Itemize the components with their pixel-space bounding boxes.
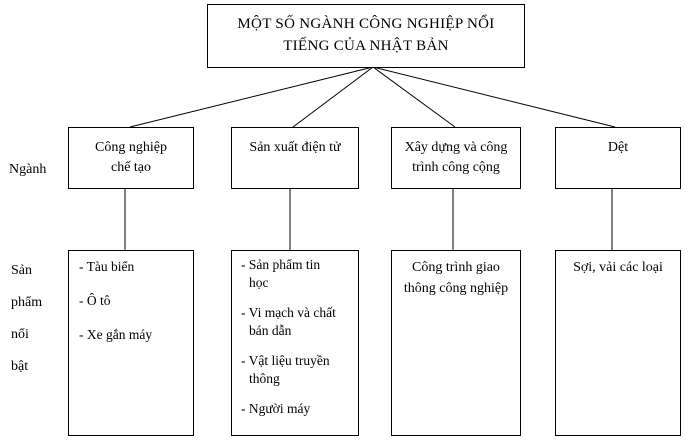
category-label: trình công cộng (412, 160, 500, 175)
connector-title-cat4 (373, 67, 615, 127)
product-item: - Ô tô (79, 293, 111, 308)
product-item: - Tàu biển (79, 259, 135, 274)
product-item: Sợi, vải các loại (573, 260, 663, 275)
product-box-che-tao (68, 250, 194, 436)
category-label: chế tạo (110, 160, 152, 175)
connector-title-cat2 (293, 67, 373, 127)
category-label: Công nghiệp (95, 140, 167, 155)
product-box-det (555, 250, 681, 436)
product-item: - Người máy (241, 401, 311, 416)
connector-title-cat3 (373, 67, 455, 127)
product-item: Công trình giao thông công nghiệp (403, 260, 509, 296)
category-label: Sản xuất điện tử (249, 140, 341, 155)
row-label-bat: bật (11, 359, 29, 374)
category-box-det (555, 127, 681, 189)
row-label-san: Sản (11, 263, 32, 278)
category-label: Dệt (607, 140, 629, 155)
title-line-1: MỘT SỐ NGÀNH CÔNG NGHIỆP NỔI (237, 16, 495, 32)
product-box-xay-dung (391, 250, 521, 436)
row-label-pham: phẩm (11, 295, 43, 310)
connector-title-cat1 (130, 67, 373, 127)
product-box-dien-tu (231, 250, 359, 436)
product-item: - Xe gắn máy (79, 327, 153, 342)
product-item: - Vật liệu truyền thông (241, 353, 330, 386)
category-box-xay-dung (391, 127, 521, 189)
title-box (207, 4, 525, 68)
title-line-2: TIẾNG CỦA NHẬT BẢN (283, 38, 449, 54)
category-box-che-tao (68, 127, 194, 189)
row-label-nganh: Ngành (9, 162, 47, 177)
category-box-dien-tu (231, 127, 359, 189)
product-item: - Sản phẩm tin học (241, 257, 321, 290)
category-label: Xây dựng và công (404, 140, 508, 155)
row-label-san-pham (11, 262, 42, 376)
product-item: - Vi mạch và chất bán dẫn (241, 305, 336, 338)
row-label-noi: nổi (11, 327, 29, 342)
